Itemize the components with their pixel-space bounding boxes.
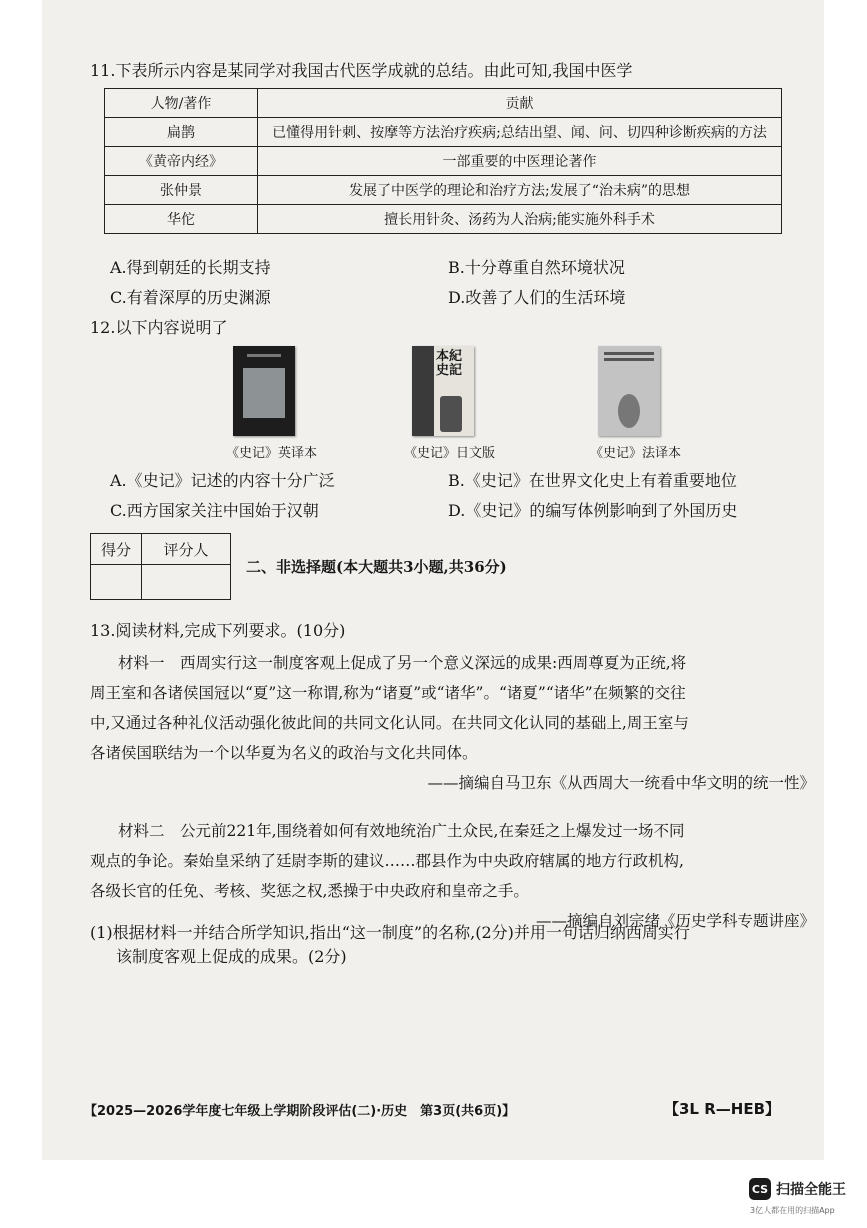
material-1-line: 各诸侯国联结为一个以华夏为名义的政治与文化共同体。 <box>90 744 478 762</box>
q12-option-c[interactable]: C.西方国家关注中国始于汉朝 <box>110 501 319 520</box>
japanese-edition-book-image <box>412 346 474 436</box>
table-row <box>105 118 782 147</box>
q11-stem: 11.下表所示内容是某同学对我国古代医学成就的总结。由此可知,我国中医学 <box>90 61 633 80</box>
watermark-brand: 扫描全能王 <box>776 1182 846 1198</box>
camscanner-logo-icon: CS <box>749 1178 771 1200</box>
table-cell: 扁鹊 <box>105 118 258 147</box>
caption-french: 《史记》法译本 <box>590 446 682 461</box>
caption-japanese: 《史记》日文版 <box>404 446 496 461</box>
section-title: 二、非选择题(本大题共3小题,共36分) <box>246 558 507 576</box>
score-label: 得分 <box>91 534 142 565</box>
table-cell: 发展了中医学的理论和治疗方法;发展了“治未病”的思想 <box>258 176 782 205</box>
material-1-line: 周王室和各诸侯国冠以“夏”这一称谓,称为“诸夏”或“诸华”。“诸夏”“诸华”在频繁的交往 <box>90 684 686 702</box>
q11-option-a[interactable]: A.得到朝廷的长期支持 <box>110 258 271 277</box>
table-row <box>105 147 782 176</box>
table-cell: 华佗 <box>105 205 258 234</box>
sub-question-1: (1)根据材料一并结合所学知识,指出“这一制度”的名称,(2分)并用一句话归纳西周实行 <box>90 923 690 942</box>
sub-question-1-cont: 该制度客观上促成的成果。(2分) <box>116 947 347 966</box>
q12-option-a[interactable]: A.《史记》记述的内容十分广泛 <box>110 471 335 490</box>
exam-code: 【3L R—HEB】 <box>664 1100 781 1118</box>
table-cell: 《黄帝内经》 <box>105 147 258 176</box>
table-header: 人物/著作 <box>105 89 258 118</box>
french-edition-book-image <box>598 346 660 436</box>
material-1-line: 材料一 西周实行这一制度客观上促成了另一个意义深远的成果:西周尊夏为正统,将 <box>118 654 687 672</box>
english-edition-book-image <box>233 346 295 436</box>
table-row <box>105 205 782 234</box>
caption-english: 《史记》英译本 <box>226 446 318 461</box>
score-box <box>90 533 231 600</box>
q11-option-c[interactable]: C.有着深厚的历史渊源 <box>110 288 271 307</box>
medicine-table <box>104 88 782 234</box>
q12-option-d[interactable]: D.《史记》的编写体例影响到了外国历史 <box>448 501 738 520</box>
material-2-line: 观点的争论。秦始皇采纳了廷尉李斯的建议……郡县作为中央政府辖属的地方行政机构, <box>90 852 684 870</box>
score-field[interactable] <box>91 565 142 600</box>
grader-label: 评分人 <box>142 534 231 565</box>
grader-field[interactable] <box>142 565 231 600</box>
material-1-source: ——摘编自马卫东《从西周大一统看中华文明的统一性》 <box>427 774 815 792</box>
material-2-line: 材料二 公元前221年,围绕着如何有效地统治广土众民,在秦廷之上爆发过一场不同 <box>118 822 685 840</box>
table-cell: 已懂得用针刺、按摩等方法治疗疾病;总结出望、闻、问、切四种诊断疾病的方法 <box>258 118 782 147</box>
table-header: 贡献 <box>258 89 782 118</box>
q12-option-b[interactable]: B.《史记》在世界文化史上有着重要地位 <box>448 471 737 490</box>
q11-option-b[interactable]: B.十分尊重自然环境状况 <box>448 258 625 277</box>
q12-stem: 12.以下内容说明了 <box>90 318 228 337</box>
watermark-slogan: 3亿人都在用的扫描App <box>750 1206 835 1215</box>
book-title: 本紀 史記 <box>436 349 463 378</box>
table-cell: 擅长用针灸、汤药为人治病;能实施外科手术 <box>258 205 782 234</box>
q13-stem: 13.阅读材料,完成下列要求。(10分) <box>90 621 346 640</box>
table-cell: 一部重要的中医理论著作 <box>258 147 782 176</box>
table-cell: 张仲景 <box>105 176 258 205</box>
q11-option-d[interactable]: D.改善了人们的生活环境 <box>448 288 626 307</box>
material-2-source: ——摘编自刘宗绪《历史学科专题讲座》 <box>535 912 815 930</box>
table-row <box>105 176 782 205</box>
material-2-line: 各级长官的任免、考核、奖惩之权,悉操于中央政府和皇帝之手。 <box>90 882 529 900</box>
material-1-line: 中,又通过各种礼仪活动强化彼此间的共同文化认同。在共同文化认同的基础上,周王室与 <box>90 714 689 732</box>
table-header-row <box>105 89 782 118</box>
page-footer: 【2025—2026学年度七年级上学期阶段评估(二)·历史 第3页(共6页)】 <box>84 1104 516 1119</box>
